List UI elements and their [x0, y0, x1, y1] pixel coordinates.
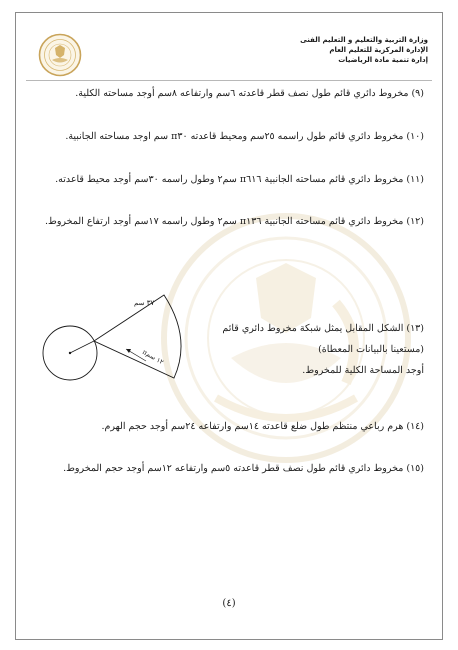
header-divider — [26, 80, 432, 81]
question-15: (١٥) مخروط دائري قائم طول نصف قطر قاعدته ٥سم وارتفاعه ١٢سم أوجد حجم المخروط. — [63, 463, 424, 474]
question-12: (١٢) مخروط دائري قائم مساحته الجانبية π١٣٦ سم٢ وطول راسمه ١٧سم أوجد ارتفاع المخروط. — [45, 216, 424, 227]
document-page — [15, 12, 443, 640]
header-ministry-name: وزارة التربية والتعليم و التعليم الفنى — [300, 36, 428, 44]
question-13-line3: أوجد المساحة الكلية للمخروط. — [302, 365, 424, 376]
question-14: (١٤) هرم رباعي منتظم طول ضلع قاعدته ١٤سم وارتفاعه ٢٤سم أوجد حجم الهرم. — [101, 421, 424, 432]
sector-arc-arrowhead — [126, 349, 131, 353]
cone-lateral-sector — [94, 295, 181, 378]
question-13 — [222, 318, 424, 381]
cone-net-figure — [42, 283, 202, 403]
ministry-header — [300, 35, 428, 65]
question-10: (١٠) مخروط دائري قائم طول راسمه ٢٥سم ومحيط قاعدته π٣٠ سم اوجد مساحته الجانبية. — [65, 131, 424, 142]
ministry-logo — [38, 33, 82, 77]
slant-height-label: ٣٧ سم — [134, 299, 155, 307]
arc-length-label: π١٢ سم — [141, 347, 166, 367]
header-math-dept: إدارة تنمية مادة الرياضيات — [338, 56, 428, 64]
question-13-line1: (١٣) الشكل المقابل يمثل شبكة مخروط دائري قائم — [222, 323, 424, 334]
header-central-admin: الإدارة المركزية للتعليم العام — [329, 46, 428, 54]
cone-base-radius — [70, 341, 94, 353]
question-13-line2: (مستعينا بالبيانات المعطاة) — [318, 344, 424, 355]
question-9: (٩) مخروط دائري قائم طول نصف قطر قاعدته ٦سم وارتفاعه ٨سم أوجد مساحته الكلية. — [75, 88, 424, 99]
question-11: (١١) مخروط دائري قائم مساحته الجانبية π٦١٦ سم٢ وطول راسمه ٣٠سم أوجد محيط قاعدته. — [55, 174, 424, 185]
page-number: (٤) — [222, 598, 236, 609]
